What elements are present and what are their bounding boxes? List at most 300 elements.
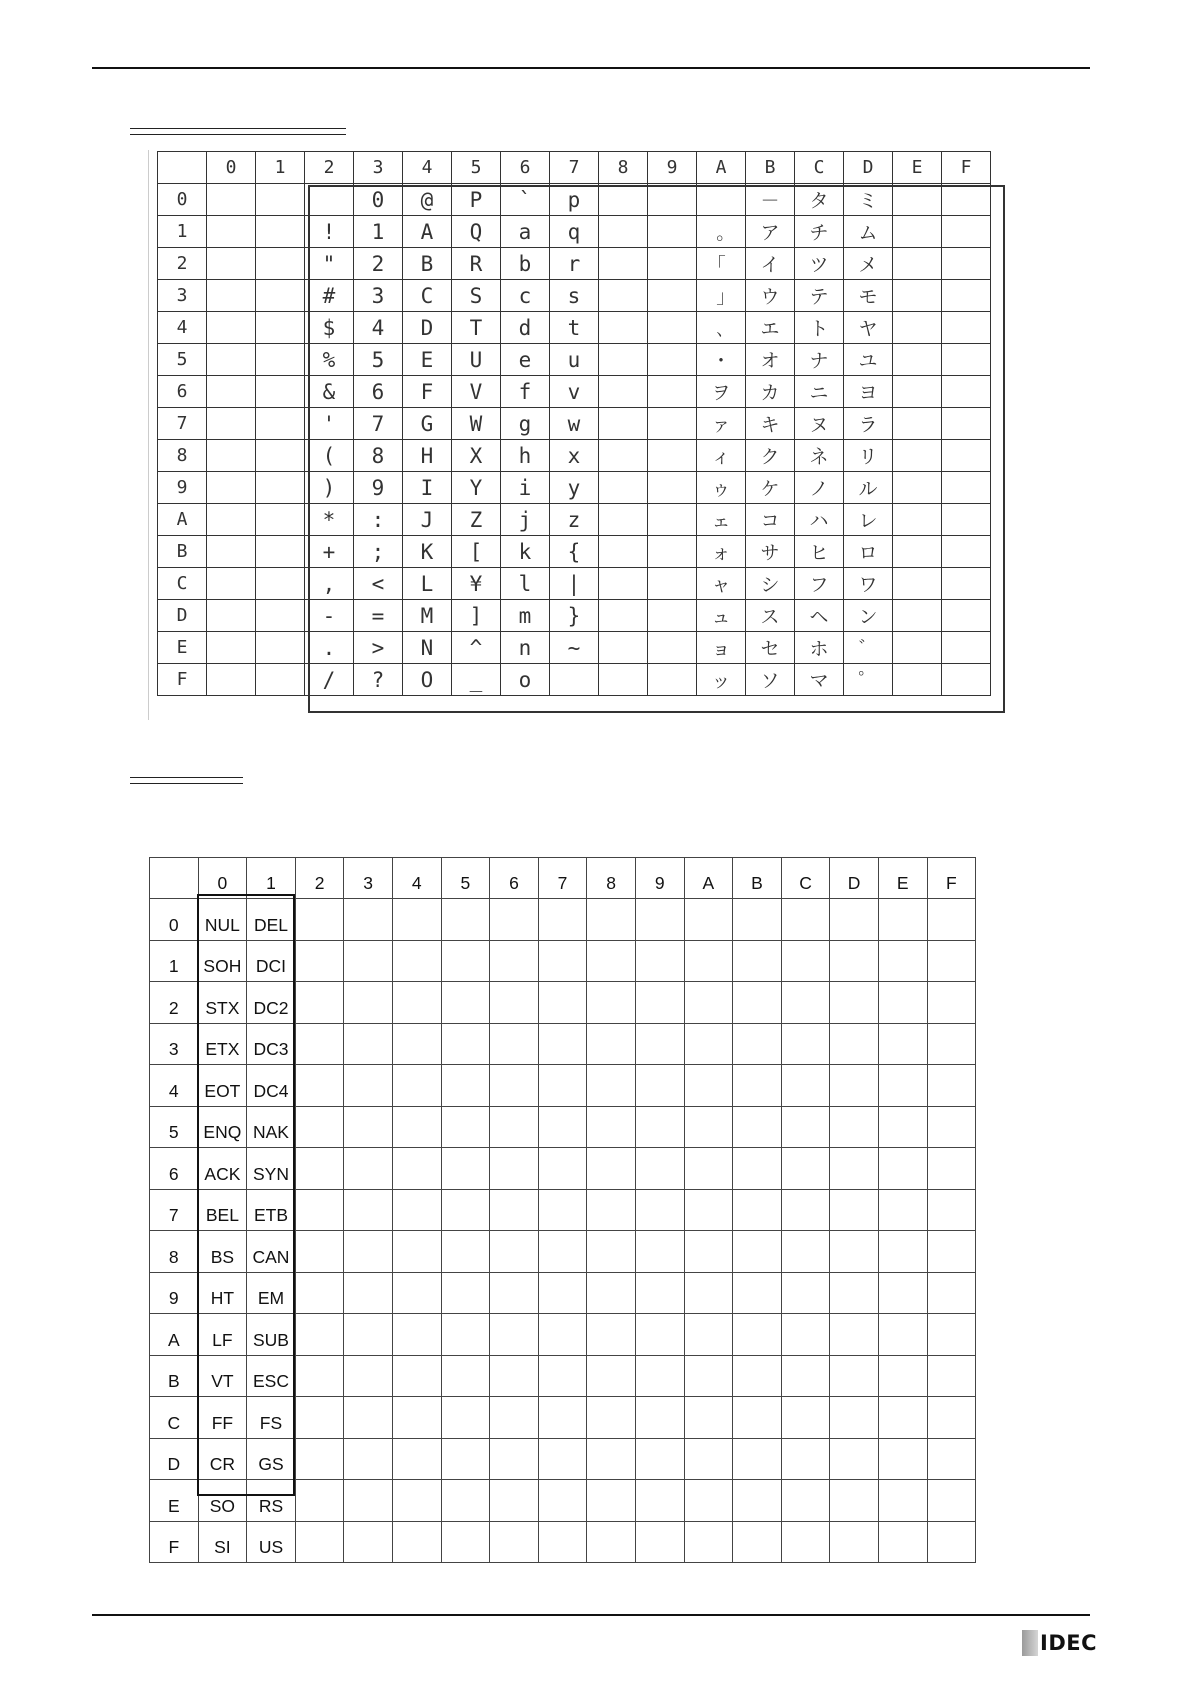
control-code-cell: DC3 xyxy=(247,1023,296,1065)
empty-cell xyxy=(295,1231,344,1273)
table-row xyxy=(150,1023,976,1065)
empty-cell xyxy=(878,1480,927,1522)
control-code-cell: SUB xyxy=(247,1314,296,1356)
empty-cell xyxy=(295,1148,344,1190)
empty-cell xyxy=(344,1231,393,1273)
char-cell xyxy=(648,600,697,632)
char-cell: T xyxy=(452,312,501,344)
empty-cell xyxy=(684,1314,733,1356)
empty-cell xyxy=(295,1480,344,1522)
char-cell xyxy=(893,632,942,664)
char-cell: $ xyxy=(305,312,354,344)
empty-cell xyxy=(392,1480,441,1522)
char-cell: + xyxy=(305,536,354,568)
empty-cell xyxy=(490,982,539,1024)
row-header: 4 xyxy=(150,1065,199,1107)
column-header: E xyxy=(878,858,927,899)
table-row xyxy=(150,1189,976,1231)
char-cell xyxy=(550,664,599,696)
empty-cell xyxy=(344,899,393,941)
header-row xyxy=(158,152,991,184)
char-cell: ミ xyxy=(844,184,893,216)
char-cell xyxy=(893,184,942,216)
char-cell: ' xyxy=(305,408,354,440)
char-cell: ォ xyxy=(697,536,746,568)
empty-cell xyxy=(635,1065,684,1107)
empty-cell xyxy=(878,982,927,1024)
char-cell: X xyxy=(452,440,501,472)
empty-cell xyxy=(830,1231,879,1273)
empty-cell xyxy=(781,1397,830,1439)
empty-cell xyxy=(587,1148,636,1190)
empty-cell xyxy=(830,1521,879,1563)
empty-cell xyxy=(830,1065,879,1107)
char-cell xyxy=(599,344,648,376)
char-cell: ` xyxy=(501,184,550,216)
char-cell: ) xyxy=(305,472,354,504)
char-cell: 3 xyxy=(354,280,403,312)
empty-cell xyxy=(830,1438,879,1480)
char-cell: a xyxy=(501,216,550,248)
char-cell xyxy=(599,184,648,216)
empty-cell xyxy=(441,982,490,1024)
char-cell: j xyxy=(501,504,550,536)
char-cell: * xyxy=(305,504,354,536)
row-header: B xyxy=(158,536,207,568)
row-header: B xyxy=(150,1355,199,1397)
empty-cell xyxy=(927,1189,976,1231)
char-cell xyxy=(648,568,697,600)
empty-cell xyxy=(490,1355,539,1397)
empty-cell xyxy=(587,1065,636,1107)
empty-cell xyxy=(392,1231,441,1273)
empty-cell xyxy=(587,940,636,982)
empty-cell xyxy=(538,1480,587,1522)
char-cell xyxy=(942,216,991,248)
table-row xyxy=(158,216,991,248)
empty-cell xyxy=(635,1480,684,1522)
char-cell: Q xyxy=(452,216,501,248)
char-cell: 8 xyxy=(354,440,403,472)
control-code-cell: DC4 xyxy=(247,1065,296,1107)
empty-cell xyxy=(878,1065,927,1107)
char-cell xyxy=(305,184,354,216)
char-cell: . xyxy=(305,632,354,664)
row-header: D xyxy=(158,600,207,632)
empty-cell xyxy=(781,1231,830,1273)
char-cell: ス xyxy=(746,600,795,632)
char-cell xyxy=(942,376,991,408)
control-code-cell: CAN xyxy=(247,1231,296,1273)
empty-cell xyxy=(538,1521,587,1563)
char-cell xyxy=(648,472,697,504)
control-code-cell: ESC xyxy=(247,1355,296,1397)
empty-cell xyxy=(587,1480,636,1522)
char-cell xyxy=(648,248,697,280)
row-header: 6 xyxy=(150,1148,199,1190)
char-cell: ラ xyxy=(844,408,893,440)
empty-cell xyxy=(684,1397,733,1439)
empty-cell xyxy=(733,1314,782,1356)
empty-cell xyxy=(684,1480,733,1522)
empty-cell xyxy=(344,1521,393,1563)
column-header: 9 xyxy=(648,152,697,184)
empty-cell xyxy=(733,1355,782,1397)
char-cell xyxy=(599,568,648,600)
char-cell: & xyxy=(305,376,354,408)
empty-cell xyxy=(781,1148,830,1190)
header-row xyxy=(150,858,976,899)
column-header: 0 xyxy=(207,152,256,184)
empty-cell xyxy=(635,1314,684,1356)
row-header: E xyxy=(150,1480,199,1522)
char-cell xyxy=(942,408,991,440)
char-cell: ッ xyxy=(697,664,746,696)
char-cell: S xyxy=(452,280,501,312)
table-row xyxy=(158,600,991,632)
char-cell xyxy=(942,312,991,344)
control-code-cell: SO xyxy=(198,1480,247,1522)
char-cell xyxy=(648,184,697,216)
char-cell xyxy=(599,280,648,312)
empty-cell xyxy=(684,1148,733,1190)
char-cell: A xyxy=(403,216,452,248)
control-code-cell: ACK xyxy=(198,1148,247,1190)
empty-cell xyxy=(490,1314,539,1356)
char-cell: E xyxy=(403,344,452,376)
char-cell: K xyxy=(403,536,452,568)
column-header: A xyxy=(697,152,746,184)
table-row xyxy=(150,1106,976,1148)
empty-cell xyxy=(392,1521,441,1563)
empty-cell xyxy=(392,1272,441,1314)
table-row xyxy=(158,312,991,344)
empty-cell xyxy=(538,1065,587,1107)
empty-cell xyxy=(344,1106,393,1148)
column-header: 9 xyxy=(635,858,684,899)
char-cell: モ xyxy=(844,280,893,312)
char-cell: テ xyxy=(795,280,844,312)
empty-cell xyxy=(295,1189,344,1231)
empty-cell xyxy=(441,1355,490,1397)
char-cell xyxy=(207,248,256,280)
empty-cell xyxy=(878,1438,927,1480)
empty-cell xyxy=(490,899,539,941)
empty-cell xyxy=(295,1438,344,1480)
char-cell xyxy=(648,216,697,248)
char-cell: ¥ xyxy=(452,568,501,600)
char-cell: コ xyxy=(746,504,795,536)
char-cell: k xyxy=(501,536,550,568)
char-cell: ゛ xyxy=(844,632,893,664)
char-cell: ツ xyxy=(795,248,844,280)
char-cell: P xyxy=(452,184,501,216)
empty-cell xyxy=(927,1023,976,1065)
empty-cell xyxy=(733,1438,782,1480)
empty-cell xyxy=(295,1065,344,1107)
char-cell: < xyxy=(354,568,403,600)
row-header: D xyxy=(150,1438,199,1480)
char-cell: | xyxy=(550,568,599,600)
empty-cell xyxy=(878,940,927,982)
char-cell: ト xyxy=(795,312,844,344)
empty-cell xyxy=(781,1189,830,1231)
empty-cell xyxy=(684,982,733,1024)
char-cell: ~ xyxy=(550,632,599,664)
char-cell: [ xyxy=(452,536,501,568)
column-header: 1 xyxy=(247,858,296,899)
char-cell xyxy=(599,408,648,440)
column-header: B xyxy=(733,858,782,899)
char-cell: B xyxy=(403,248,452,280)
table-row xyxy=(158,440,991,472)
empty-cell xyxy=(927,1106,976,1148)
char-cell: N xyxy=(403,632,452,664)
empty-cell xyxy=(295,1023,344,1065)
char-cell: y xyxy=(550,472,599,504)
char-cell xyxy=(893,664,942,696)
char-cell xyxy=(207,216,256,248)
char-cell: ァ xyxy=(697,408,746,440)
table-row xyxy=(150,899,976,941)
char-cell: ヘ xyxy=(795,600,844,632)
char-cell: ク xyxy=(746,440,795,472)
table-row xyxy=(158,344,991,376)
empty-cell xyxy=(878,1189,927,1231)
char-cell: ン xyxy=(844,600,893,632)
column-header: F xyxy=(942,152,991,184)
empty-cell xyxy=(392,1189,441,1231)
empty-cell xyxy=(295,1397,344,1439)
char-cell xyxy=(648,536,697,568)
char-cell: エ xyxy=(746,312,795,344)
row-header: 9 xyxy=(158,472,207,504)
empty-cell xyxy=(733,1106,782,1148)
char-cell xyxy=(942,280,991,312)
char-cell: 0 xyxy=(354,184,403,216)
char-cell: p xyxy=(550,184,599,216)
empty-cell xyxy=(781,1438,830,1480)
char-cell: I xyxy=(403,472,452,504)
empty-cell xyxy=(878,1521,927,1563)
header-rule xyxy=(92,67,1090,69)
char-cell: 1 xyxy=(354,216,403,248)
empty-cell xyxy=(830,1272,879,1314)
char-cell: L xyxy=(403,568,452,600)
char-cell: ャ xyxy=(697,568,746,600)
column-header: C xyxy=(781,858,830,899)
char-cell: m xyxy=(501,600,550,632)
char-cell: c xyxy=(501,280,550,312)
empty-cell xyxy=(684,1438,733,1480)
char-cell: ｢ xyxy=(697,248,746,280)
column-header: 8 xyxy=(587,858,636,899)
char-cell: ( xyxy=(305,440,354,472)
char-cell: : xyxy=(354,504,403,536)
char-cell: R xyxy=(452,248,501,280)
char-cell: オ xyxy=(746,344,795,376)
empty-cell xyxy=(587,1438,636,1480)
char-cell: ェ xyxy=(697,504,746,536)
empty-cell xyxy=(635,899,684,941)
char-cell: 2 xyxy=(354,248,403,280)
column-header: 5 xyxy=(441,858,490,899)
char-cell xyxy=(256,408,305,440)
char-cell xyxy=(599,312,648,344)
empty-cell xyxy=(781,1023,830,1065)
empty-cell xyxy=(635,1355,684,1397)
char-cell: - xyxy=(305,600,354,632)
char-cell: ム xyxy=(844,216,893,248)
column-header: 7 xyxy=(550,152,599,184)
empty-cell xyxy=(392,1397,441,1439)
empty-cell xyxy=(684,1065,733,1107)
table-row xyxy=(158,536,991,568)
empty-cell xyxy=(927,1314,976,1356)
empty-cell xyxy=(830,1480,879,1522)
empty-cell xyxy=(441,1438,490,1480)
empty-cell xyxy=(781,1355,830,1397)
empty-cell xyxy=(538,1106,587,1148)
row-header: E xyxy=(158,632,207,664)
empty-cell xyxy=(392,982,441,1024)
char-cell: － xyxy=(746,184,795,216)
empty-cell xyxy=(878,1397,927,1439)
empty-cell xyxy=(635,1189,684,1231)
empty-cell xyxy=(295,982,344,1024)
empty-cell xyxy=(344,982,393,1024)
char-cell: z xyxy=(550,504,599,536)
char-cell: u xyxy=(550,344,599,376)
char-cell xyxy=(207,408,256,440)
char-cell xyxy=(942,600,991,632)
char-cell: フ xyxy=(795,568,844,600)
empty-cell xyxy=(587,1106,636,1148)
empty-cell xyxy=(878,1106,927,1148)
empty-cell xyxy=(733,982,782,1024)
char-cell xyxy=(942,248,991,280)
column-header: 4 xyxy=(403,152,452,184)
empty-cell xyxy=(344,1148,393,1190)
empty-cell xyxy=(684,1189,733,1231)
char-cell xyxy=(599,664,648,696)
empty-cell xyxy=(392,1065,441,1107)
char-cell: ヨ xyxy=(844,376,893,408)
empty-cell xyxy=(538,1314,587,1356)
empty-cell xyxy=(344,1065,393,1107)
char-cell: ? xyxy=(354,664,403,696)
character-code-table xyxy=(157,151,991,696)
char-cell xyxy=(599,248,648,280)
empty-cell xyxy=(538,1148,587,1190)
char-cell: d xyxy=(501,312,550,344)
empty-cell xyxy=(684,1231,733,1273)
char-cell xyxy=(893,280,942,312)
char-cell: 4 xyxy=(354,312,403,344)
char-cell: / xyxy=(305,664,354,696)
empty-cell xyxy=(635,1148,684,1190)
char-cell xyxy=(942,664,991,696)
empty-cell xyxy=(635,982,684,1024)
table-row xyxy=(150,1480,976,1522)
char-cell: ユ xyxy=(844,344,893,376)
char-cell xyxy=(599,376,648,408)
control-code-cell: DCI xyxy=(247,940,296,982)
empty-cell xyxy=(587,1231,636,1273)
table-row xyxy=(150,940,976,982)
empty-cell xyxy=(392,1355,441,1397)
table-row xyxy=(150,982,976,1024)
empty-cell xyxy=(878,899,927,941)
empty-cell xyxy=(684,899,733,941)
char-cell: ロ xyxy=(844,536,893,568)
row-header: C xyxy=(158,568,207,600)
row-header: 1 xyxy=(158,216,207,248)
empty-cell xyxy=(587,1272,636,1314)
row-header: F xyxy=(158,664,207,696)
empty-cell xyxy=(392,940,441,982)
char-cell xyxy=(893,536,942,568)
char-cell: ル xyxy=(844,472,893,504)
empty-cell xyxy=(830,1314,879,1356)
control-code-cell: ETX xyxy=(198,1023,247,1065)
empty-cell xyxy=(927,1355,976,1397)
control-table-heading-underline xyxy=(130,777,243,784)
column-header: 2 xyxy=(305,152,354,184)
char-cell: U xyxy=(452,344,501,376)
char-cell: ウ xyxy=(746,280,795,312)
char-cell xyxy=(942,344,991,376)
char-cell: ョ xyxy=(697,632,746,664)
empty-cell xyxy=(392,1314,441,1356)
row-header: C xyxy=(150,1397,199,1439)
char-cell: レ xyxy=(844,504,893,536)
char-cell: V xyxy=(452,376,501,408)
empty-cell xyxy=(538,982,587,1024)
char-cell xyxy=(648,632,697,664)
control-code-table xyxy=(149,857,976,1563)
control-code-cell: SOH xyxy=(198,940,247,982)
control-code-cell: US xyxy=(247,1521,296,1563)
empty-cell xyxy=(927,982,976,1024)
control-code-cell: BEL xyxy=(198,1189,247,1231)
char-cell xyxy=(207,184,256,216)
logo-mark-icon xyxy=(1022,1630,1038,1656)
char-cell xyxy=(256,216,305,248)
char-cell: ･ xyxy=(697,344,746,376)
empty-cell xyxy=(733,1272,782,1314)
char-cell xyxy=(893,312,942,344)
row-header: 9 xyxy=(150,1272,199,1314)
char-cell xyxy=(648,664,697,696)
table-row xyxy=(150,1521,976,1563)
char-cell: C xyxy=(403,280,452,312)
empty-cell xyxy=(490,1272,539,1314)
empty-cell xyxy=(538,1355,587,1397)
row-header: 5 xyxy=(150,1106,199,1148)
char-cell xyxy=(207,600,256,632)
char-cell: メ xyxy=(844,248,893,280)
empty-cell xyxy=(781,982,830,1024)
empty-cell xyxy=(878,1023,927,1065)
empty-cell xyxy=(587,1314,636,1356)
empty-cell xyxy=(927,1065,976,1107)
empty-cell xyxy=(684,1355,733,1397)
char-cell: セ xyxy=(746,632,795,664)
row-header: 8 xyxy=(150,1231,199,1273)
char-cell xyxy=(648,344,697,376)
empty-cell xyxy=(733,940,782,982)
